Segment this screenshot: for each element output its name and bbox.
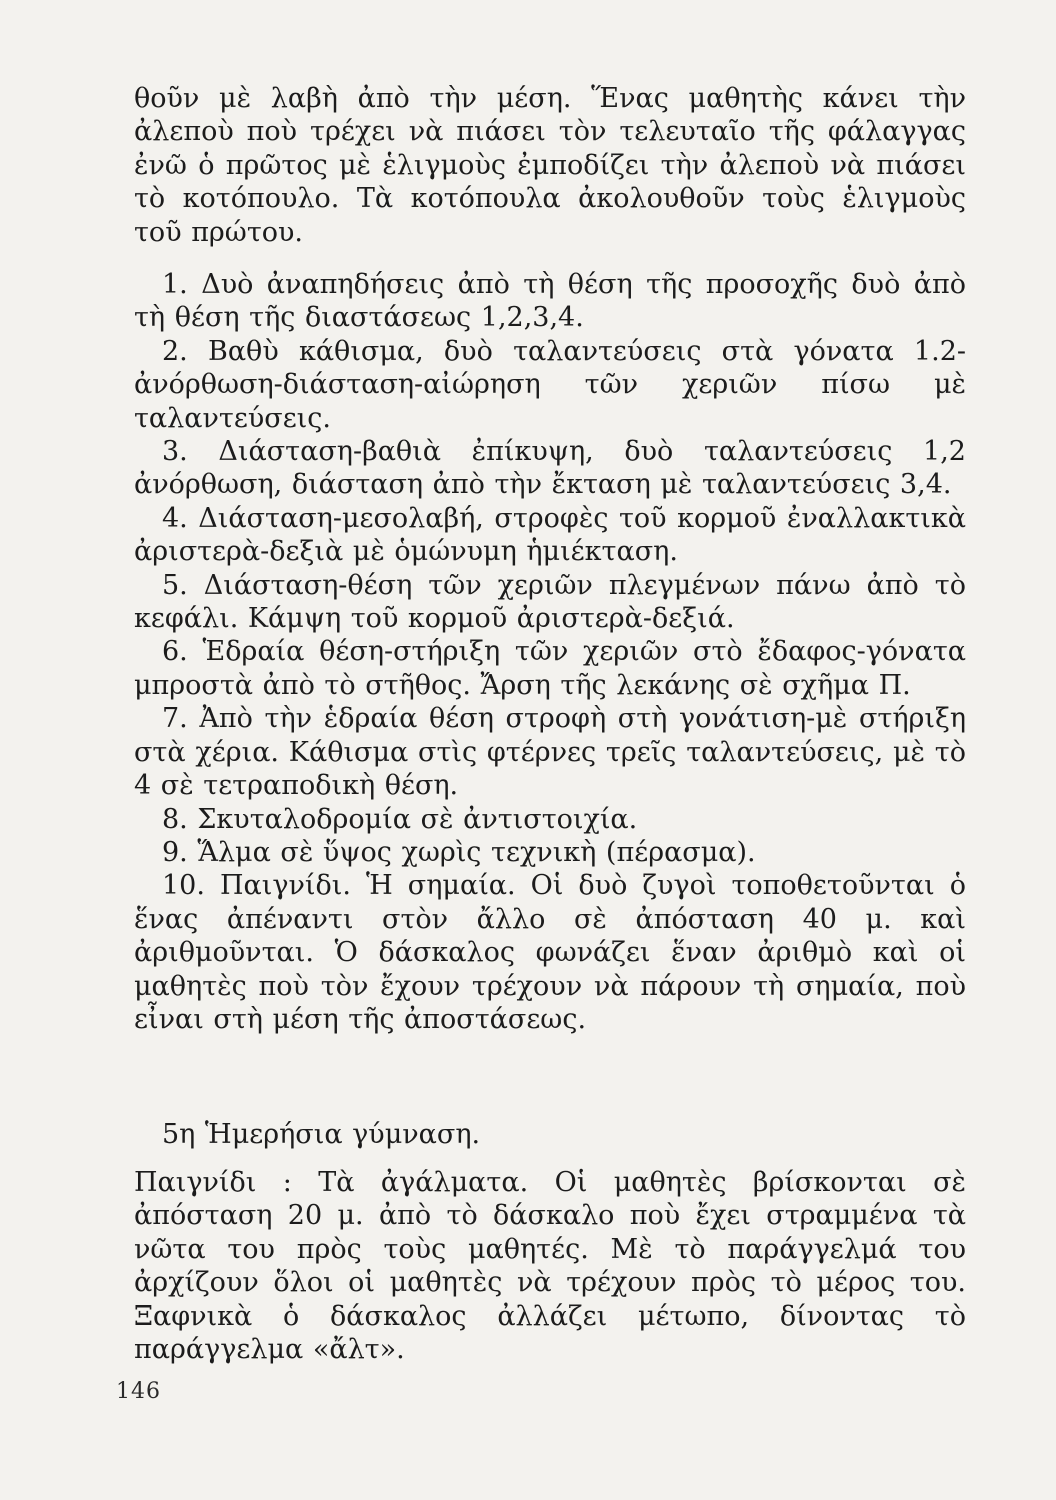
game-paragraph: Παιγνίδι : Τὰ ἀγάλματα. Οἱ μαθητὲς βρίσκονται σὲ ἀπόσταση 20 μ. ἀπὸ τὸ δάσκαλο ποὺ ἔχει στραμμένα τὰ νῶτα του πρὸς τοὺς μαθητές. Μὲ τὸ παράγγελμά του ἀρχίζουν ὅλοι οἱ μαθητὲς νὰ τρέχουν πρὸς τὸ μέρος του. Ξαφνικὰ ὁ δάσκαλος ἀλλάζει μέτωπο, δίνοντας τὸ παράγγελμα «ἄλτ». <box>134 1167 966 1366</box>
exercise-item: 8. Σκυταλοδρομία σὲ ἀντιστοιχία. <box>162 803 638 835</box>
exercise-item: 4. Διάσταση-μεσολαβή, στροφὲς τοῦ κορμοῦ ἐναλλακτικὰ ἀριστερὰ-δεξιὰ μὲ ὁμώνυμη ἡμιέκταση. <box>134 502 966 568</box>
page-number: 146 <box>116 1379 161 1404</box>
section-heading: 5η Ἡμερήσια γύμναση. <box>162 1119 481 1150</box>
intro-block <box>134 82 966 249</box>
exercise-item: 3. Διάσταση-βαθιὰ ἐπίκυψη, δυὸ ταλαντεύσεις 1,2 ἀνόρθωση, διάσταση ἀπὸ τὴν ἔκταση μὲ ταλαντεύσεις 3,4. <box>134 436 966 501</box>
game-block <box>134 1166 966 1366</box>
exercise-item: 6. Ἑδραία θέση-στήριξη τῶν χεριῶν στὸ ἔδαφος-γόνατα μπροστὰ ἀπὸ τὸ στῆθος. Ἄρση τῆς λεκάνης σὲ σχῆμα Π. <box>134 636 966 701</box>
section-heading-block <box>134 1118 966 1151</box>
exercise-item: 7. Ἀπὸ τὴν ἑδραία θέση στροφὴ στὴ γονάτιση-μὲ στήριξη στὰ χέρια. Κάθισμα στὶς φτέρνες τρεῖς ταλαντεύσεις, μὲ τὸ 4 σὲ τετραποδικὴ θέση. <box>134 703 966 802</box>
exercise-list <box>134 268 966 1036</box>
exercise-item: 9. Ἅλμα σὲ ὕψος χωρὶς τεχνικὴ (πέρασμα). <box>162 836 756 868</box>
exercise-item: 1. Δυὸ ἀναπηδήσεις ἀπὸ τὴ θέση τῆς προσοχῆς δυὸ ἀπὸ τὴ θέση τῆς διαστάσεως 1,2,3,4. <box>134 269 966 334</box>
exercise-item: 5. Διάσταση-θέση τῶν χεριῶν πλεγμένων πάνω ἀπὸ τὸ κεφάλι. Κάμψη τοῦ κορμοῦ ἀριστερὰ-δεξιά. <box>134 569 966 635</box>
exercise-item: 10. Παιγνίδι. Ἡ σημαία. Οἱ δυὸ ζυγοὶ τοποθετοῦνται ὁ ἕνας ἀπέναντι στὸν ἄλλο σὲ ἀπόσταση 40 μ. καὶ ἀριθμοῦνται. Ὁ δάσκαλος φωνάζει ἕναν ἀριθμὸ καὶ οἱ μαθητὲς ποὺ τὸν ἔχουν τρέχουν νὰ πάρουν τὴ σημαία, ποὺ εἶναι στὴ μέση τῆς ἀποστάσεως. <box>134 870 966 1035</box>
intro-paragraph: θοῦν μὲ λαβὴ ἀπὸ τὴν μέση. Ἕνας μαθητὴς κάνει τὴν ἀλεποὺ ποὺ τρέχει νὰ πιάσει τὸν τελευταῖο τῆς φάλαγγας ἐνῶ ὁ πρῶτος μὲ ἑλιγμοὺς ἐμποδίζει τὴν ἀλεποὺ νὰ πιάσει τὸ κοτόπουλο. Τὰ κοτόπουλα ἀκολουθοῦν τοὺς ἑλιγμοὺς τοῦ πρώτου. <box>134 83 966 248</box>
exercise-item: 2. Βαθὺ κάθισμα, δυὸ ταλαντεύσεις στὰ γόνατα 1.2-ἀνόρθωση-διάσταση-αἰώρηση τῶν χεριῶν πίσω μὲ ταλαντεύσεις. <box>134 335 966 434</box>
